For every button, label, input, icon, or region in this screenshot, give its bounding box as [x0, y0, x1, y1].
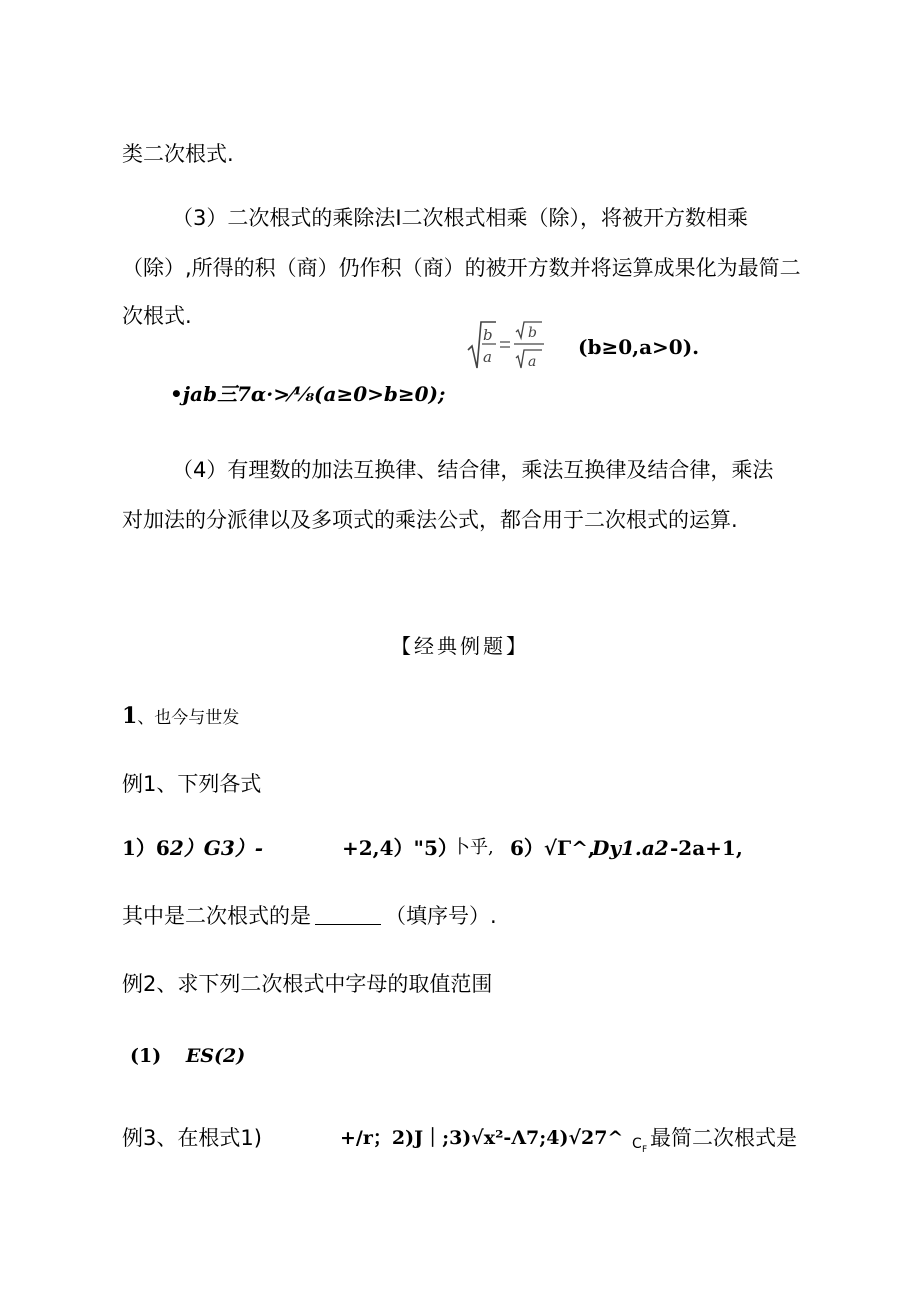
example-2-title: 例2、求下列二次根式中字母的取值范围: [122, 972, 493, 996]
example-1-title: 例1、下列各式: [122, 772, 262, 796]
formula-condition: (b≥0,a>0).: [578, 335, 700, 359]
svg-text:a: a: [528, 354, 537, 370]
example-3-prefix: 例3、在根式1): [122, 1126, 262, 1150]
example-1-items-b: 2）G3）-: [169, 836, 264, 860]
paragraph-2-line-3: 次根式.: [122, 304, 192, 328]
svg-text:a: a: [483, 348, 492, 366]
example-3-sub: C: [632, 1136, 642, 1152]
example-1-items-f: Dy1.a2: [592, 836, 669, 860]
example-1-items-a: 1）6: [122, 836, 170, 860]
answer-blank[interactable]: [315, 904, 381, 925]
example-1-items: [122, 834, 762, 862]
example-1-question-prefix: 其中是二次根式的是: [122, 904, 311, 928]
section-heading: 【经典例题】: [391, 634, 529, 658]
sqrt-quotient-formula: [466, 316, 546, 374]
svg-text:b: b: [528, 325, 537, 341]
example-3-line: [122, 1124, 802, 1155]
example-1-items-c: +2,4）"5）: [342, 836, 458, 860]
paragraph-2-line-1: （3）二次根式的乘除法I二次根式相乘（除），将被开方数相乘: [172, 206, 749, 230]
topic-text: 、也今与世发: [137, 708, 240, 728]
example-3-subsub: F: [642, 1145, 648, 1155]
topic-line: [122, 702, 239, 732]
formula-garbled: •jab三7α·>⁄⅛(a≥0>b≥0);: [170, 382, 446, 406]
paragraph-2-line-2: （除）,所得的积（商）仍作积（商）的被开方数并将运算成果化为最简二: [122, 256, 801, 280]
example-2-items-num: (1): [130, 1045, 162, 1067]
paragraph-1-line-1: 类二次根式.: [122, 142, 234, 166]
example-1-items-g: -2a+1,: [670, 836, 743, 860]
example-3-middle: +/r；2)J｜;3)√x²-Λ7;4)√27^: [340, 1127, 624, 1149]
paragraph-3-line-2: 对加法的分派律以及多项式的乘法公式，都合用于二次根式的运算.: [122, 508, 738, 532]
example-1-items-d: 卜乎,: [452, 837, 494, 858]
example-1-question-suffix: （填序号）.: [385, 904, 497, 928]
example-2-items-rest: ES(2): [185, 1045, 246, 1067]
paragraph-3-line-1: （4）有理数的加法互换律、结合律，乘法互换律及结合律，乘法: [172, 458, 774, 482]
example-1-question: [122, 902, 497, 930]
topic-number: 1: [122, 703, 138, 729]
example-3-suffix: 最简二次根式是: [650, 1126, 797, 1150]
example-2-items: [130, 1042, 245, 1070]
svg-text:b: b: [483, 326, 493, 344]
example-1-items-e: 6）√Γ^,: [510, 836, 595, 860]
